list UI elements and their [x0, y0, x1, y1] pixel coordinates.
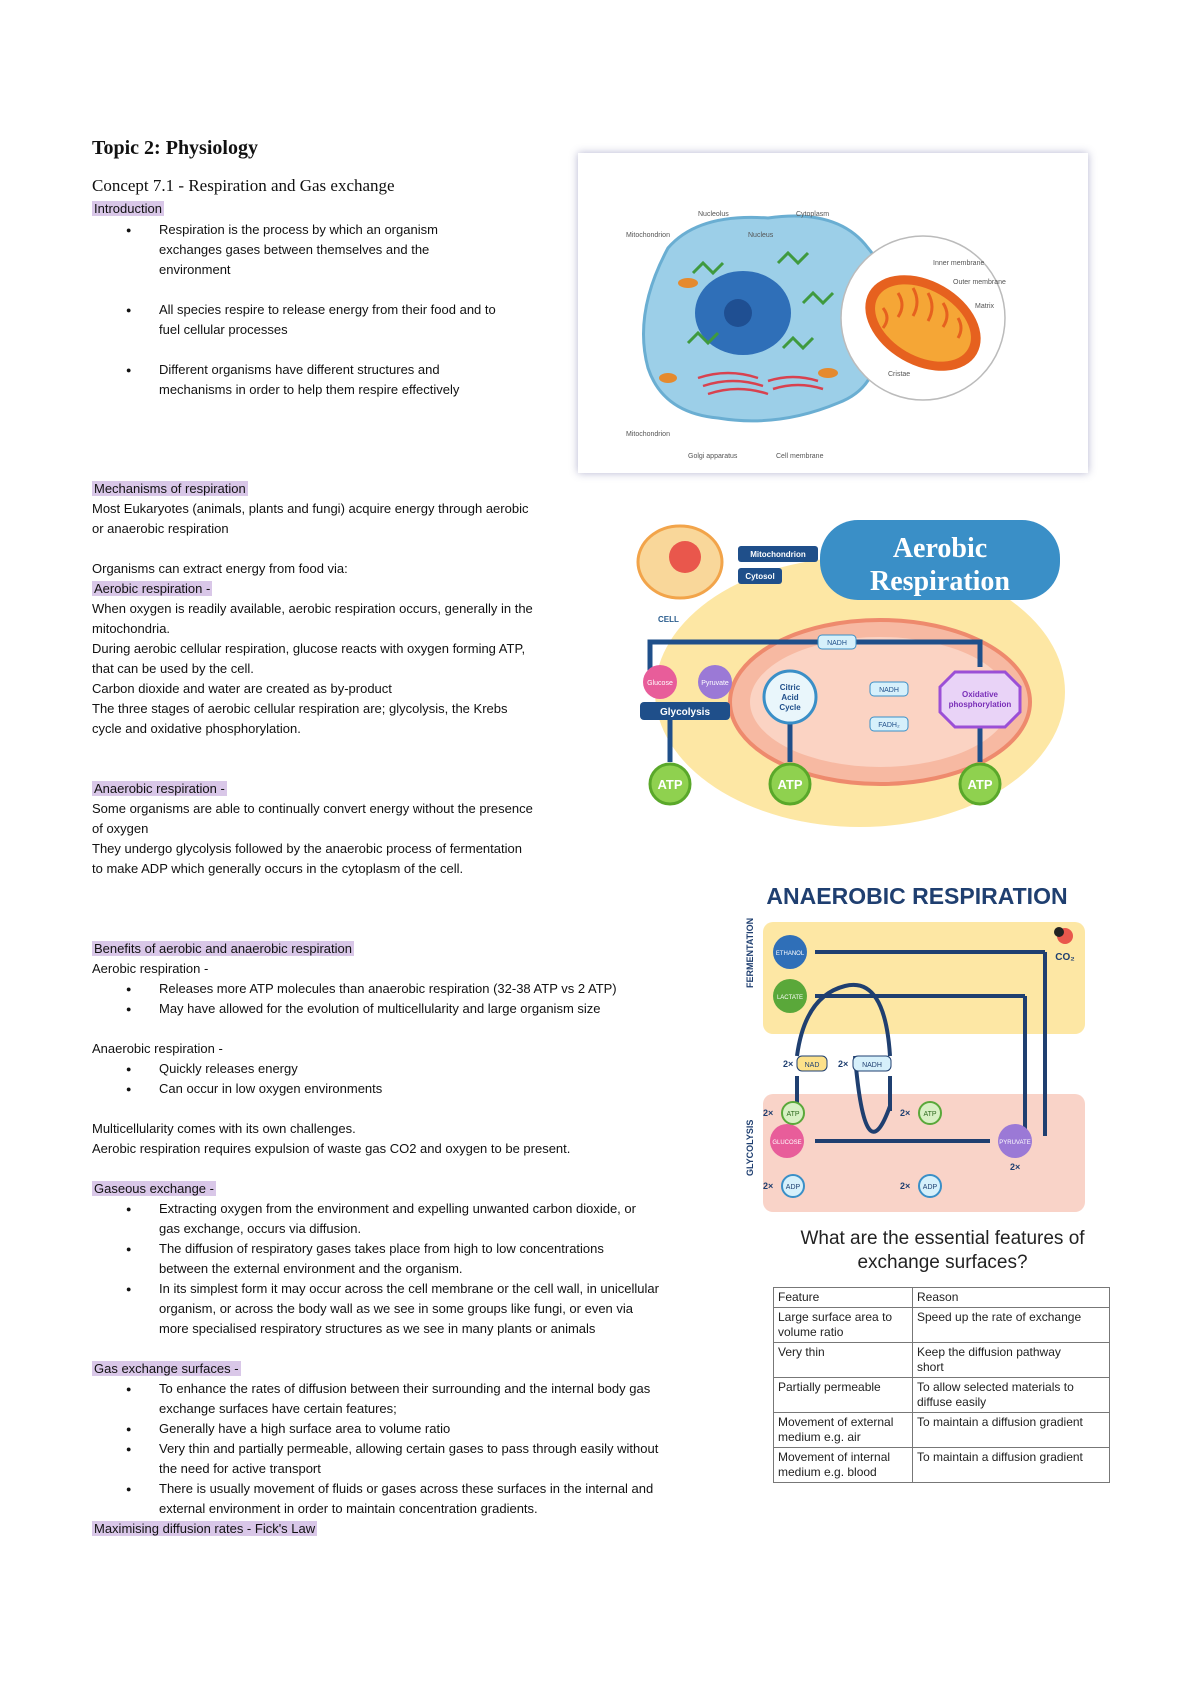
table-cell: To maintain a diffusion gradient	[913, 1448, 1110, 1483]
mechanisms-p2: Organisms can extract energy from food via:	[92, 561, 348, 576]
atp-badge-2: ATP	[777, 777, 803, 792]
intro-heading-text: Introduction	[94, 201, 162, 216]
aerobic-heading: Aerobic respiration -	[94, 581, 211, 596]
table-row	[774, 1413, 1110, 1448]
label-matrix: Matrix	[975, 303, 995, 310]
table-cell: Keep the diffusion pathway short	[913, 1343, 1110, 1378]
label-mitochondrion: Mitochondrion	[750, 550, 806, 559]
label-2x-atp-right: 2×	[900, 1108, 911, 1118]
label-nucleus: Nucleus	[748, 232, 774, 239]
text-line: The three stages of aerobic cellular respiration are; glycolysis, the Krebs	[92, 701, 508, 716]
intro-list	[92, 220, 612, 400]
label-acid: Acid	[781, 693, 799, 702]
label-2x-adp-left: 2×	[763, 1181, 774, 1191]
label-ethanol: ETHANOL	[775, 951, 805, 957]
label-glucose: Glucose	[647, 680, 673, 687]
table-heading-line1: What are the essential features of	[800, 1228, 1085, 1249]
gaseous-list	[92, 1199, 772, 1339]
adp-right: ADP	[922, 1184, 938, 1191]
list-item: ● Extracting oxygen from the environment and expelling unwanted carbon dioxide, or gas exchange, occurs via diffusion.	[92, 1199, 772, 1239]
label-lactate: LACTATE	[776, 995, 804, 1001]
ficks-law-heading: Maximising diffusion rates - Fick's Law	[94, 1521, 316, 1536]
label-glucose: GLUCOSE	[772, 1140, 802, 1146]
text-line: of oxygen	[92, 821, 149, 836]
label-nad: NAD	[804, 1062, 820, 1069]
aerobic-respiration-diagram	[630, 512, 1070, 832]
list-item: ● To enhance the rates of diffusion between their surrounding and the internal body gas exchange surfaces have certain features;	[92, 1379, 782, 1419]
label-co2: CO₂	[1055, 952, 1075, 963]
label-2x-nad: 2×	[783, 1059, 794, 1069]
label-2x-adp-right: 2×	[900, 1181, 911, 1191]
concept-heading: Concept 7.1 - Respiration and Gas exchange	[92, 176, 395, 195]
label-cycle: Cycle	[779, 703, 801, 712]
anaerobic-heading: Anaerobic respiration -	[94, 781, 225, 796]
table-heading-line2: exchange surfaces?	[857, 1252, 1028, 1273]
benefits-p2: Aerobic respiration requires expulsion of waste gas CO2 and oxygen to be present.	[92, 1141, 571, 1156]
table-cell: To maintain a diffusion gradient	[913, 1413, 1110, 1448]
anaerobic-illustration	[735, 876, 1095, 1216]
label-fermentation: FERMENTATION	[745, 917, 755, 988]
text-line: Some organisms are able to continually convert energy without the presence	[92, 801, 533, 816]
anaerobic-respiration-diagram	[735, 876, 1095, 1216]
mechanisms-p1-line1: Most Eukaryotes (animals, plants and fungi) acquire energy through aerobic	[92, 501, 529, 516]
label-pyruvate: Pyruvate	[701, 680, 729, 687]
table-cell: Large surface area to volume ratio	[774, 1308, 913, 1343]
label-cell-membrane: Cell membrane	[776, 453, 824, 460]
exchange-features-table	[773, 1287, 1110, 1483]
label-2x-nadh: 2×	[838, 1059, 849, 1069]
label-oxidative: Oxidative	[961, 690, 999, 699]
label-nadh: NADH	[862, 1062, 882, 1069]
label-fadh2: FADH₂	[878, 722, 900, 729]
label-nucleolus: Nucleolus	[698, 211, 729, 218]
cell-diagram	[578, 153, 1088, 473]
list-item: ● Generally have a high surface area to volume ratio	[92, 1419, 782, 1439]
label-2x-pyruvate: 2×	[1010, 1162, 1021, 1172]
cell-illustration	[578, 153, 1088, 473]
surfaces-heading: Gas exchange surfaces -	[94, 1361, 239, 1376]
table-header-cell: Feature	[774, 1288, 913, 1308]
label-cristae: Cristae	[888, 371, 911, 378]
label-cytosol: Cytosol	[745, 572, 775, 581]
intro-heading	[92, 199, 164, 219]
anaerobic-title: ANAEROBIC RESPIRATION	[766, 883, 1068, 909]
label-2x-atp-left: 2×	[763, 1108, 774, 1118]
text-line: to make ADP which generally occurs in the cytoplasm of the cell.	[92, 861, 464, 876]
list-item: ● In its simplest form it may occur across the cell membrane or the cell wall, in unicellular organism, or across the body wall as we see in some groups like fungi, or even via more specialised respiratory structures as we see in many plants or animals	[92, 1279, 772, 1339]
aerobic-title-line2: Respiration	[870, 566, 1010, 597]
text-line: that can be used by the cell.	[92, 661, 254, 676]
text-line: They undergo glycolysis followed by the anaerobic process of fermentation	[92, 841, 522, 856]
label-golgi: Golgi apparatus	[688, 453, 738, 460]
table-cell: Movement of internal medium e.g. blood	[774, 1448, 913, 1483]
atp-left: ATP	[786, 1111, 800, 1118]
atp-badge-1: ATP	[657, 777, 683, 792]
list-item: ● Releases more ATP molecules than anaerobic respiration (32-38 ATP vs 2 ATP)	[92, 979, 772, 999]
list-item: ● The diffusion of respiratory gases takes place from high to low concentrations between the external environment and the organism.	[92, 1239, 772, 1279]
benefits-p1: Multicellularity comes with its own challenges.	[92, 1121, 356, 1136]
table-cell: Very thin	[774, 1343, 913, 1378]
text-line: mitochondria.	[92, 621, 171, 636]
label-mitochondrion-top: Mitochondrion	[626, 232, 670, 239]
list-item: ● There is usually movement of fluids or gases across these surfaces in the internal and external environment in order to maintain concentration gradients.	[92, 1479, 782, 1519]
table-row	[774, 1378, 1110, 1413]
aerobic-illustration	[630, 512, 1070, 832]
text-line: During aerobic cellular respiration, glucose reacts with oxygen forming ATP,	[92, 641, 526, 656]
page-title: Topic 2: Physiology	[92, 137, 258, 159]
list-item: ● All species respire to release energy from their food and to fuel cellular processes	[92, 300, 612, 340]
benefits-aerobic-heading: Aerobic respiration -	[92, 961, 209, 976]
list-item: ● Can occur in low oxygen environments	[92, 1079, 772, 1099]
surfaces-list	[92, 1379, 782, 1519]
label-mitochondrion-bottom: Mitochondrion	[626, 431, 670, 438]
mechanisms-heading: Mechanisms of respiration	[94, 481, 246, 496]
label-pyruvate: PYRUVATE	[999, 1140, 1031, 1146]
table-heading	[770, 1227, 1115, 1275]
table-header-row	[774, 1288, 1110, 1308]
table-row	[774, 1308, 1110, 1343]
aerobic-title-line1: Aerobic	[892, 533, 988, 564]
benefits-anaerobic-heading: Anaerobic respiration -	[92, 1041, 223, 1056]
label-citric: Citric	[779, 683, 801, 692]
table-row	[774, 1343, 1110, 1378]
label-nadh-mid: NADH	[879, 687, 899, 694]
list-item: ● Very thin and partially permeable, allowing certain gases to pass through easily without the need for active transport	[92, 1439, 782, 1479]
list-item: ● Quickly releases energy	[92, 1059, 772, 1079]
label-glycolysis: Glycolysis	[659, 707, 711, 718]
list-item: ● Respiration is the process by which an organism exchanges gases between themselves and the environment	[92, 220, 612, 280]
label-phosphorylation: phosphorylation	[948, 700, 1012, 709]
label-nadh-top: NADH	[827, 640, 847, 647]
adp-left: ADP	[785, 1184, 801, 1191]
label-cell: CELL	[658, 615, 679, 624]
list-item: ● Different organisms have different structures and mechanisms in order to help them respire effectively	[92, 360, 612, 400]
list-item: ● May have allowed for the evolution of multicellularity and large organism size	[92, 999, 772, 1019]
label-glycolysis: GLYCOLYSIS	[745, 1119, 755, 1176]
atp-badge-3: ATP	[967, 777, 993, 792]
benefits-heading: Benefits of aerobic and anaerobic respiration	[94, 941, 352, 956]
table-cell: To allow selected materials to diffuse easily	[913, 1378, 1110, 1413]
table-cell: Speed up the rate of exchange	[913, 1308, 1110, 1343]
text-line: When oxygen is readily available, aerobic respiration occurs, generally in the	[92, 601, 533, 616]
table-row	[774, 1448, 1110, 1483]
label-inner-membrane: Inner membrane	[933, 260, 985, 267]
gaseous-heading: Gaseous exchange -	[94, 1181, 214, 1196]
benefits-anaerobic-list	[92, 1059, 772, 1099]
mechanisms-p1-line2: or anaerobic respiration	[92, 521, 229, 536]
label-outer-membrane: Outer membrane	[953, 279, 1006, 286]
text-line: Carbon dioxide and water are created as by-product	[92, 681, 392, 696]
label-cytoplasm: Cytoplasm	[796, 211, 830, 218]
text-line: cycle and oxidative phosphorylation.	[92, 721, 301, 736]
atp-right: ATP	[923, 1111, 937, 1118]
benefits-aerobic-list	[92, 979, 772, 1019]
table-header-cell: Reason	[913, 1288, 1110, 1308]
table-cell: Movement of external medium e.g. air	[774, 1413, 913, 1448]
table-cell: Partially permeable	[774, 1378, 913, 1413]
